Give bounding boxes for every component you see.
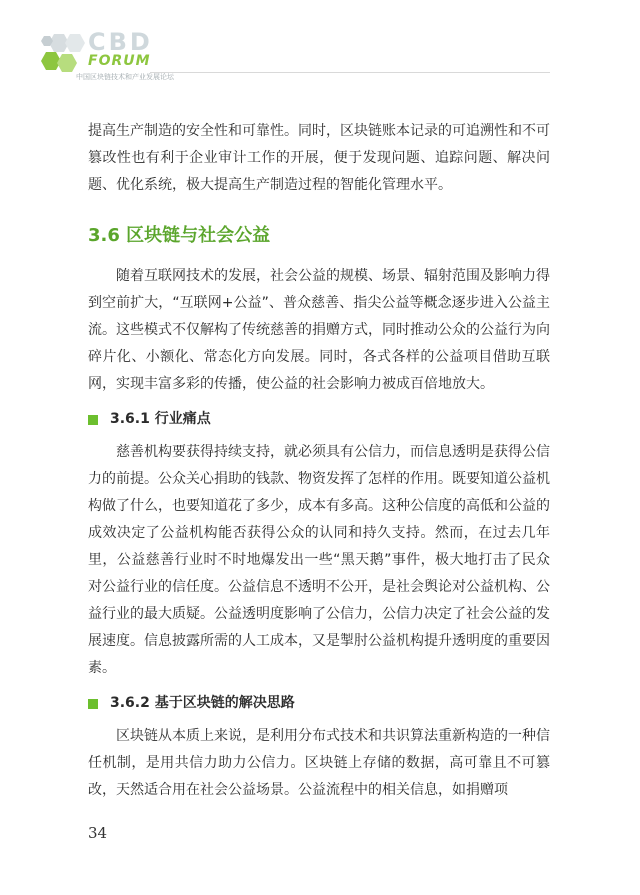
logo-title: CBD [88,28,153,56]
paragraph-subsection-1: 慈善机构要获得持续支持，就必须具有公信力，而信息透明是获得公信力的前提。公众关心捐助的钱款、物资发挥了怎样的作用。既要知道公益机构做了什么，也要知道花了多少，成本有多高。这种公信度的高低和公益的成效决定了公益机构能否获得公众的认同和持久支持。然而，在过去几年里，公益慈善行业时不时地爆发出一些“黑天鹅”事件，极大地打击了民众对公益行业的信任度。公益信息不透明不公开，是社会舆论对公益机构、公益行业的最大质疑。公益透明度影响了公信力，公信力决定了社会公益的发展速度。信息披露所需的人工成本，又是掣肘公益机构提升透明度的重要因素。 [88,444,550,676]
page-content [88,118,550,804]
subsection-title-2: 3.6.2 基于区块链的解决思路 [110,695,295,711]
paragraph-subsection-2: 区块链从本质上来说，是利用分布式技术和共识算法重新构造的一种信任机制，是用共信力助力公信力。区块链上存储的数据，高可靠且不可篡改，天然适合用在社会公益场景。公益流程中的相关信息，如捐赠项 [88,728,550,798]
subsection-title-1: 3.6.1 行业痛点 [110,411,211,427]
logo-subtitle: 中国区块链技术和产业发展论坛 [76,73,174,81]
page-number: 34 [88,824,108,842]
logo-forum: FORUM [88,53,151,69]
page-header [0,0,640,90]
paragraph-intro: 提高生产制造的安全性和可靠性。同时，区块链账本记录的可追溯性和不可篡改性也有利于企业审计工作的开展，便于发现问题、追踪问题、解决问题、优化系统，极大提高生产制造过程的智能化管理水平。 [88,123,550,193]
subsection-heading-1 [88,406,550,433]
paragraph-section: 随着互联网技术的发展，社会公益的规模、场景、辐射范围及影响力得到空前扩大，“互联网+公益”、普众慈善、指尖公益等概念逐步进入公益主流。这些模式不仅解构了传统慈善的捐赠方式，同时推动公众的公益行为向碎片化、小额化、常态化方向发展。同时，各式各样的公益项目借助互联网，实现丰富多彩的传播，使公益的社会影响力被成百倍地放大。 [88,268,550,392]
section-title: 3.6 区块链与社会公益 [88,225,271,246]
subsection-heading-2 [88,690,550,717]
square-bullet-icon [88,415,98,425]
square-bullet-icon [88,699,98,709]
header-divider [150,72,550,73]
